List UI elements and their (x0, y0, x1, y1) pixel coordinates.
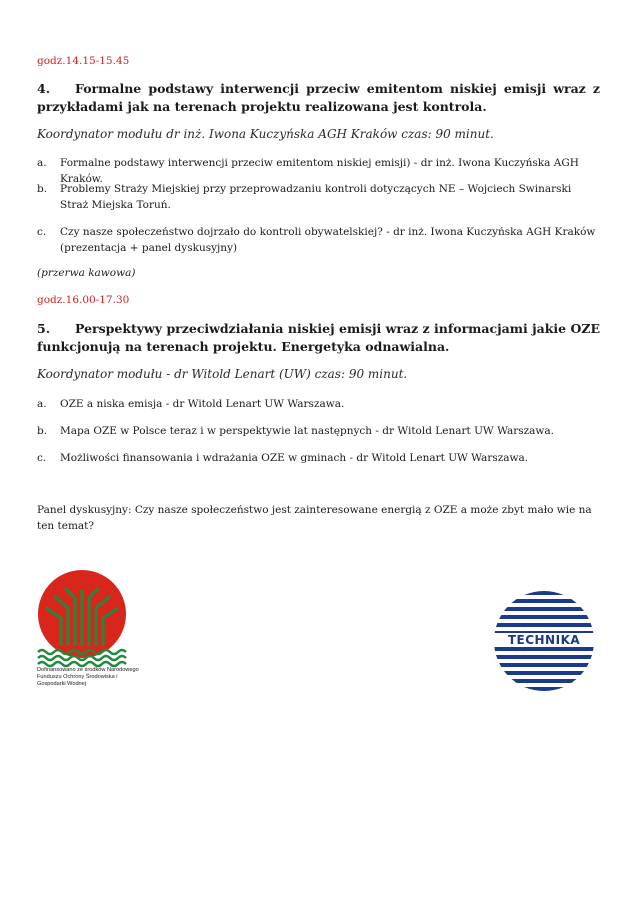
session-time: godz.16.00-17.30 (37, 294, 130, 306)
list-marker: c. (37, 452, 47, 464)
coffee-break-note: (przerwa kawowa) (37, 267, 136, 279)
logo-wordmark: TECHNIKA (492, 633, 596, 647)
nfosigw-icon (30, 568, 140, 668)
section-title: Perspektywy przeciwdziałania niskiej emisji wraz z informacjami jakie OZE funkcjonują na terenach projektu. Energetyka odnawialna. (37, 321, 600, 354)
list-item-text: Problemy Straży Miejskiej przy przeprowadzaniu kontroli dotyczących NE – Wojciech Swinarski Straż Miejska Toruń. (60, 183, 572, 211)
section-title: Formalne podstawy interwencji przeciw emitentom niskiej emisji wraz z przykładami jak na terenach projektu realizowana jest kontrola. (37, 81, 600, 114)
list-item (37, 224, 600, 256)
list-item-text: Mapa OZE w Polsce teraz i w perspektywie lat następnych - dr Witold Lenart UW Warszawa. (60, 425, 554, 437)
section-number: 4. (37, 81, 51, 96)
technika-logo (490, 587, 598, 695)
module-coordinator: Koordynator modułu dr inż. Iwona Kuczyńska AGH Kraków czas: 90 minut. (37, 127, 494, 141)
list-item-text: Czy nasze społeczeństwo dojrzało do kontroli obywatelskiej? - dr inż. Iwona Kuczyńska AGH Kraków (prezentacja + panel dyskusyjny) (60, 226, 596, 254)
list-item (37, 450, 600, 466)
discussion-panel-text: Panel dyskusyjny: Czy nasze społeczeństwo jest zainteresowane energią z OZE a może zbyt mało wie na ten temat? (37, 504, 592, 532)
session-time: godz.14.15-15.45 (37, 55, 130, 67)
list-item-text: Formalne podstawy interwencji przeciw emitentom niskiej emisji) - dr inż. Iwona Kuczyńska AGH Kraków. (60, 157, 579, 185)
list-marker: a. (37, 157, 47, 169)
list-marker: b. (37, 183, 48, 195)
section-heading (37, 320, 600, 356)
section-heading (37, 80, 600, 116)
module-coordinator: Koordynator modułu - dr Witold Lenart (UW) czas: 90 minut. (37, 367, 408, 381)
list-item (37, 396, 600, 412)
nfosigw-logo (30, 568, 140, 708)
logo-caption: Dofinansowano ze środków Narodowego Funduszu Ochrony Środowiska i Gospodarki Wodnej (37, 667, 139, 687)
list-item (37, 423, 600, 439)
list-marker: c. (37, 226, 47, 238)
list-item (37, 181, 600, 213)
section-number: 5. (37, 321, 51, 336)
list-item-text: OZE a niska emisja - dr Witold Lenart UW Warszawa. (60, 398, 345, 410)
list-item-text: Możliwości finansowania i wdrażania OZE w gminach - dr Witold Lenart UW Warszawa. (60, 452, 529, 464)
list-marker: a. (37, 398, 47, 410)
list-marker: b. (37, 425, 48, 437)
